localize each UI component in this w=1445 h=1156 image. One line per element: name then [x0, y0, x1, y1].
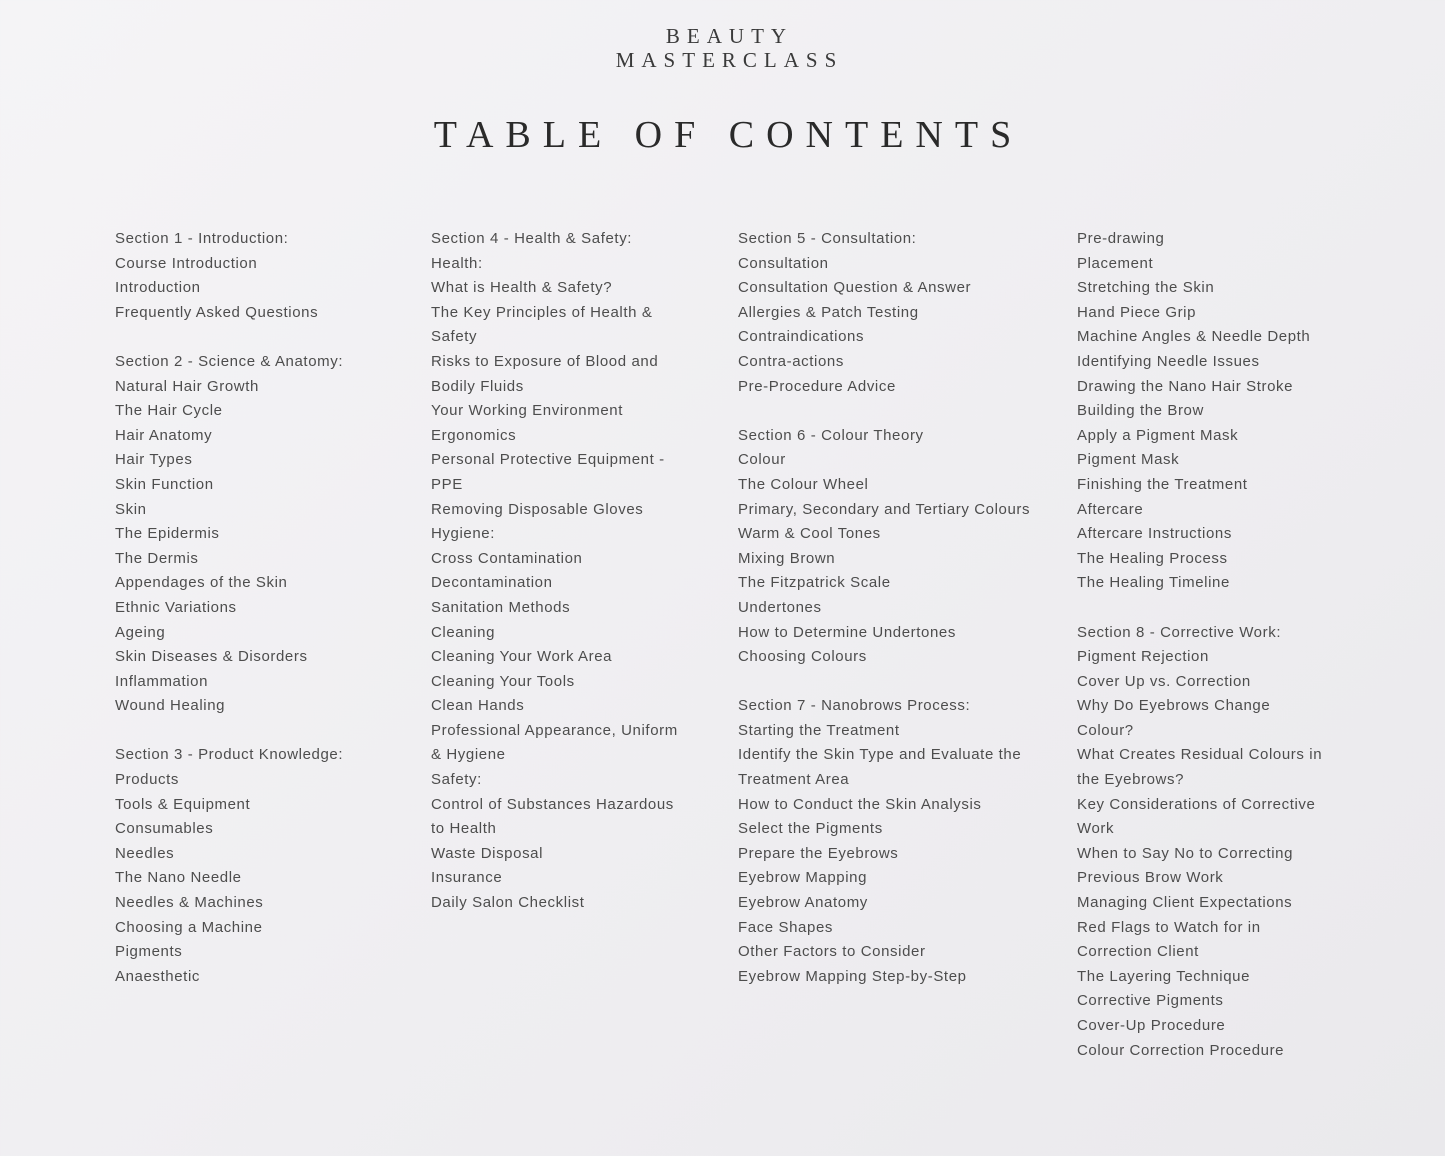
toc-entry: How to Conduct the Skin Analysis [738, 795, 982, 813]
toc-entry: Identify the Skin Type and Evaluate the [738, 746, 1022, 764]
toc-column-1 [115, 227, 343, 989]
toc-entry: Choosing a Machine [115, 918, 263, 936]
toc-entry: Machine Angles & Needle Depth [1077, 328, 1311, 346]
toc-entry: Ethnic Variations [115, 598, 237, 616]
toc-entry: Waste Disposal [431, 844, 544, 862]
toc-entry: Hair Types [115, 451, 193, 469]
toc-entry: Personal Protective Equipment - [431, 451, 665, 469]
toc-entry: Skin [115, 500, 147, 518]
toc-entry: Why Do Eyebrows Change [1077, 697, 1271, 715]
toc-entry: Pre-Procedure Advice [738, 377, 896, 395]
toc-entry: Professional Appearance, Uniform [431, 721, 678, 739]
toc-entry: Eyebrow Mapping [738, 869, 868, 887]
toc-entry: Cross Contamination [431, 549, 583, 567]
toc-column-2 [431, 227, 678, 916]
toc-entry: Tools & Equipment [115, 795, 251, 813]
toc-entry: Drawing the Nano Hair Stroke [1077, 377, 1294, 395]
toc-entry: The Epidermis [115, 525, 220, 543]
toc-entry: Ageing [115, 623, 166, 641]
toc-entry: Bodily Fluids [431, 377, 524, 395]
section-heading: Section 6 - Colour Theory [738, 426, 924, 444]
toc-entry: Managing Client Expectations [1077, 894, 1293, 912]
toc-entry: Other Factors to Consider [738, 943, 926, 961]
toc-entry: The Colour Wheel [738, 475, 869, 493]
toc-entry: Daily Salon Checklist [431, 894, 585, 912]
toc-entry: Finishing the Treatment [1077, 475, 1248, 493]
toc-entry: Frequently Asked Questions [115, 303, 319, 321]
section-heading: Section 5 - Consultation: [738, 230, 917, 247]
toc-entry: Needles [115, 844, 175, 862]
brand-name-line-2: MASTERCLASS [615, 48, 844, 72]
toc-entry: How to Determine Undertones [738, 623, 956, 641]
section-spacer [115, 325, 343, 350]
toc-entry: Apply a Pigment Mask [1077, 426, 1239, 444]
section-heading: Section 4 - Health & Safety: [431, 230, 633, 247]
toc-entry: The Hair Cycle [115, 402, 223, 420]
toc-entry: Products [115, 771, 179, 789]
toc-entry: Course Introduction [115, 254, 258, 272]
toc-entry: Control of Substances Hazardous [431, 795, 674, 813]
toc-entry: Cleaning [431, 623, 496, 641]
toc-entry: Mixing Brown [738, 549, 836, 567]
toc-entry: The Healing Process [1077, 549, 1228, 567]
toc-column-4 [1077, 227, 1322, 1063]
toc-entry: The Layering Technique [1077, 967, 1251, 985]
toc-entry: Building the Brow [1077, 402, 1204, 420]
toc-entry: Pre-drawing [1077, 230, 1165, 247]
section-spacer [1077, 596, 1322, 621]
toc-column-3 [738, 227, 1030, 989]
toc-entry: Treatment Area [738, 771, 850, 789]
toc-entry: Needles & Machines [115, 894, 264, 912]
toc-entry: Ergonomics [431, 426, 517, 444]
toc-entry: Eyebrow Mapping Step-by-Step [738, 967, 967, 985]
toc-entry: Identifying Needle Issues [1077, 352, 1260, 370]
toc-entry: Inflammation [115, 672, 209, 690]
toc-entry: Insurance [431, 869, 503, 887]
toc-entry: Your Working Environment [431, 402, 623, 420]
toc-entry: What Creates Residual Colours in [1077, 746, 1323, 764]
toc-entry: Primary, Secondary and Tertiary Colours [738, 500, 1031, 518]
toc-entry: Allergies & Patch Testing [738, 303, 919, 321]
section-spacer [115, 719, 343, 744]
section-heading: Section 3 - Product Knowledge: [115, 746, 344, 764]
toc-entry: Pigment Mask [1077, 451, 1180, 469]
toc-entry: Skin Diseases & Disorders [115, 648, 308, 666]
toc-entry: Cleaning Your Work Area [431, 648, 613, 666]
toc-entry: Aftercare [1077, 500, 1144, 518]
toc-entry: The Nano Needle [115, 869, 242, 887]
toc-entry: Corrective Pigments [1077, 992, 1224, 1010]
toc-entry: Correction Client [1077, 943, 1199, 961]
toc-entry: Select the Pigments [738, 820, 883, 838]
toc-entry: Cleaning Your Tools [431, 672, 575, 690]
toc-entry: Hair Anatomy [115, 426, 213, 444]
toc-entry: The Fitzpatrick Scale [738, 574, 891, 592]
toc-entry: Decontamination [431, 574, 553, 592]
toc-entry: Face Shapes [738, 918, 833, 936]
toc-entry: Consultation [738, 254, 829, 272]
toc-entry: & Hygiene [431, 746, 506, 764]
toc-entry: Health: [431, 254, 483, 272]
toc-entry: Previous Brow Work [1077, 869, 1224, 887]
toc-entry: Appendages of the Skin [115, 574, 288, 592]
toc-entry: Undertones [738, 598, 822, 616]
toc-entry: Eyebrow Anatomy [738, 894, 868, 912]
section-heading: Section 8 - Corrective Work: [1077, 623, 1282, 641]
toc-entry: Consultation Question & Answer [738, 279, 972, 297]
toc-entry: Pigments [115, 943, 183, 961]
toc-entry: The Key Principles of Health & [431, 303, 653, 321]
toc-entry: Cover-Up Procedure [1077, 1017, 1226, 1034]
toc-entry: Hygiene: [431, 525, 496, 543]
section-spacer [738, 399, 1030, 424]
toc-entry: Wound Healing [115, 697, 226, 715]
toc-entry: Choosing Colours [738, 648, 867, 666]
toc-entry: Colour [738, 451, 786, 469]
toc-entry: the Eyebrows? [1077, 771, 1185, 789]
toc-entry: What is Health & Safety? [431, 279, 613, 297]
toc-entry: Skin Function [115, 475, 214, 493]
toc-entry: Work [1077, 820, 1115, 838]
toc-entry: Anaesthetic [115, 967, 200, 985]
toc-entry: The Healing Timeline [1077, 574, 1230, 592]
toc-entry: Clean Hands [431, 697, 525, 715]
toc-entry: Sanitation Methods [431, 598, 571, 616]
toc-entry: PPE [431, 475, 463, 493]
toc-entry: Consumables [115, 820, 214, 838]
toc-entry: Prepare the Eyebrows [738, 844, 899, 862]
toc-entry: Safety [431, 328, 478, 346]
toc-entry: When to Say No to Correcting [1077, 844, 1294, 862]
toc-entry: Safety: [431, 771, 482, 789]
toc-entry: Cover Up vs. Correction [1077, 672, 1251, 690]
toc-entry: Removing Disposable Gloves [431, 500, 644, 518]
toc-entry: The Dermis [115, 549, 199, 567]
toc-entry: Introduction [115, 279, 201, 297]
toc-entry: Aftercare Instructions [1077, 525, 1232, 543]
brand-name-line-1: BEAUTY [665, 24, 794, 48]
toc-entry: Key Considerations of Corrective [1077, 795, 1316, 813]
toc-entry: Risks to Exposure of Blood and [431, 352, 659, 370]
section-heading: Section 2 - Science & Anatomy: [115, 352, 344, 370]
toc-entry: Hand Piece Grip [1077, 303, 1197, 321]
section-heading: Section 1 - Introduction: [115, 230, 289, 247]
toc-entry: Pigment Rejection [1077, 648, 1209, 666]
toc-entry: Warm & Cool Tones [738, 525, 881, 543]
toc-entry: Red Flags to Watch for in [1077, 918, 1261, 936]
toc-entry: Contraindications [738, 328, 865, 346]
toc-entry: to Health [431, 820, 497, 838]
page-title: TABLE OF CONTENTS [433, 114, 1024, 156]
toc-entry: Starting the Treatment [738, 721, 900, 739]
toc-entry: Colour? [1077, 721, 1134, 739]
toc-entry: Placement [1077, 254, 1154, 272]
toc-entry: Colour Correction Procedure [1077, 1041, 1285, 1059]
toc-entry: Contra-actions [738, 352, 844, 370]
section-heading: Section 7 - Nanobrows Process: [738, 697, 971, 715]
section-spacer [738, 670, 1030, 695]
toc-entry: Stretching the Skin [1077, 279, 1215, 297]
toc-entry: Natural Hair Growth [115, 377, 259, 395]
